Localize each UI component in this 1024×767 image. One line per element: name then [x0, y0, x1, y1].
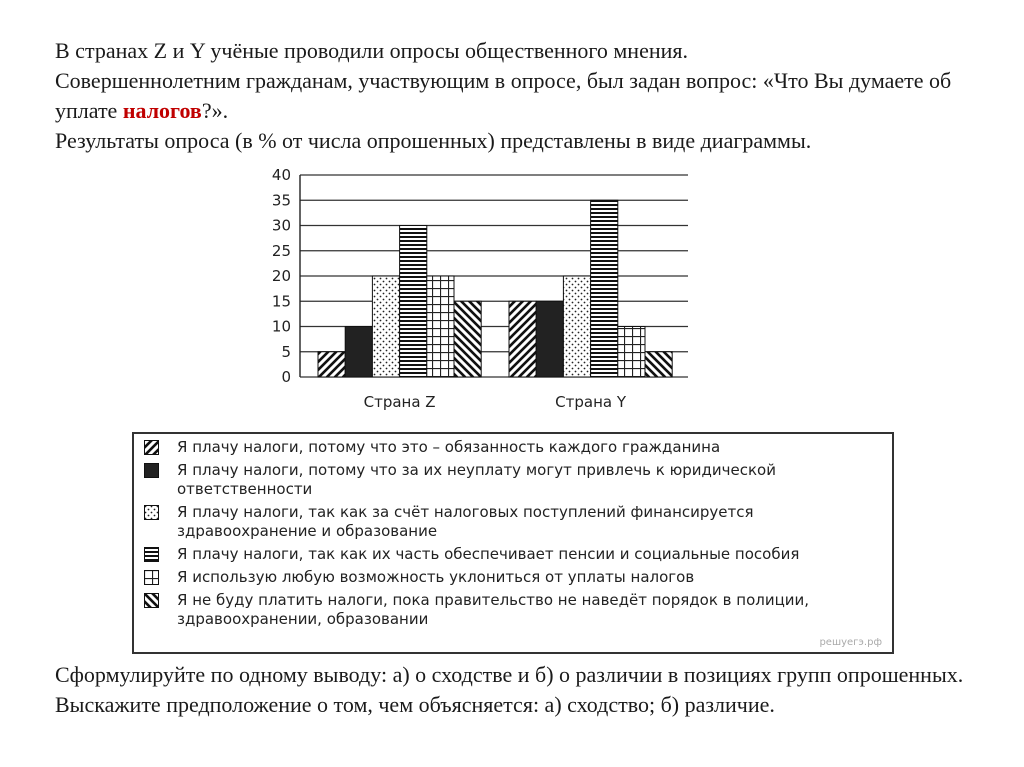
y-tick-label: 40 [271, 166, 291, 184]
question-task [55, 660, 995, 720]
legend [132, 432, 894, 654]
legend-swatch-icon [144, 593, 159, 608]
bar [345, 327, 372, 378]
bar [618, 327, 645, 378]
intro-line-2 [55, 66, 995, 126]
y-tick-label: 0 [281, 368, 291, 386]
bar [591, 200, 618, 377]
y-tick-label: 15 [271, 292, 291, 311]
intro-line-3: Результаты опроса (в % от числа опрошенных) представлены в виде диаграммы. [55, 128, 812, 153]
bar [372, 276, 399, 377]
intro-line-2-text: Совершеннолетним гражданам, участвующим в опросе, был задан вопрос: «Что Вы думаете об уплате [55, 68, 952, 123]
legend-item [144, 503, 886, 541]
legend-label: Я использую любую возможность уклониться от уплаты налогов [177, 568, 695, 586]
highlight-word: налогов [122, 98, 202, 123]
bar [509, 301, 536, 377]
bar-chart [256, 160, 706, 415]
intro-line-2-end: ?». [201, 98, 229, 123]
x-tick-labels [364, 393, 627, 411]
bar [536, 301, 563, 377]
legend-rows [144, 438, 886, 629]
y-ticks [272, 166, 291, 386]
legend-swatch-icon [144, 547, 159, 562]
y-tick-label: 30 [271, 216, 291, 235]
bar [563, 276, 590, 377]
legend-swatch-icon [144, 440, 159, 455]
bar [400, 226, 427, 378]
y-tick-label: 5 [281, 342, 291, 361]
bar [318, 352, 345, 377]
legend-item [144, 545, 886, 564]
intro-line-1: В странах Z и Y учёные проводили опросы общественного мнения. [55, 38, 689, 63]
bar [645, 352, 672, 377]
legend-label: Я плачу налоги, так как их часть обеспечивает пенсии и социальные пособия [177, 545, 800, 563]
x-tick-label: Страна Z [363, 393, 436, 411]
bar [427, 276, 454, 377]
legend-label: Я плачу налоги, потому что это – обязанность каждого гражданина [177, 438, 721, 456]
y-tick-label: 20 [271, 267, 291, 285]
legend-swatch-icon [144, 505, 159, 520]
y-tick-label: 35 [271, 191, 291, 210]
legend-swatch-icon [144, 463, 159, 478]
legend-swatch-icon [144, 570, 159, 585]
question-intro [55, 36, 995, 156]
y-tick-label: 25 [271, 241, 291, 260]
legend-label: Я плачу налоги, потому что за их неуплату могут привлечь к юридической ответственности [177, 461, 776, 498]
legend-label: Я не буду платить налоги, пока правительство не наведёт порядок в полиции, здравоохранении, образовании [177, 591, 810, 628]
legend-item [144, 591, 886, 629]
x-tick-label: Страна Y [555, 393, 627, 411]
legend-item [144, 568, 886, 587]
bar [454, 301, 481, 377]
legend-item [144, 461, 886, 499]
bars [318, 200, 672, 377]
y-tick-label: 10 [271, 317, 291, 336]
legend-label: Я плачу налоги, так как за счёт налоговых поступлений финансируется здравоохранение и образование [177, 503, 754, 540]
legend-item [144, 438, 886, 457]
task-text: Сформулируйте по одному выводу: а) о сходстве и б) о различии в позициях групп опрошенных. Выскажите предположение о том, чем объясняется: а) сходство; б) различие. [55, 662, 964, 717]
watermark: решуегэ.рф [819, 637, 882, 648]
